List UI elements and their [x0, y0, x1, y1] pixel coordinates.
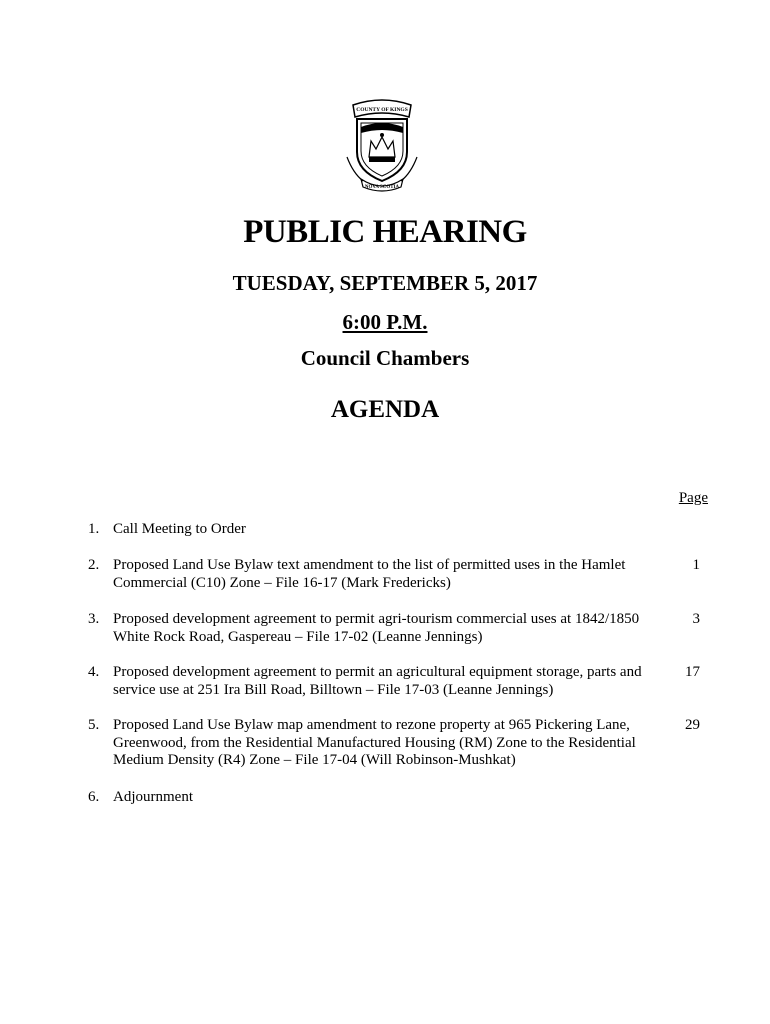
agenda-item-text: Proposed development agreement to permit agri-tourism commercial uses at 1842/1850 White Rock Road, Gaspereau – File 17-02 (Leanne Jennings) [113, 611, 640, 645]
meeting-time: 6:00 P.M. [342, 310, 428, 334]
agenda-item-text: Proposed development agreement to permit an agricultural equipment storage, parts and service use at 251 Ira Bill Road, Billtown – File 17-03 (Leanne Jennings) [113, 664, 642, 698]
page-title: PUBLIC HEARING [243, 214, 527, 250]
agenda-item-page: 3 [692, 611, 700, 627]
agenda-heading: AGENDA [330, 396, 440, 423]
agenda-item-page: 29 [685, 717, 700, 733]
meeting-date: TUESDAY, SEPTEMBER 5, 2017 [232, 271, 538, 295]
svg-text:NOVA SCOTIA: NOVA SCOTIA [364, 185, 400, 190]
agenda-item-number: 6. [88, 789, 100, 805]
agenda-item-text: Call Meeting to Order [113, 521, 246, 537]
agenda-item-number: 5. [88, 717, 100, 733]
agenda-item-text: Adjournment [113, 789, 193, 805]
agenda-item-text: Proposed Land Use Bylaw map amendment to rezone property at 965 Pickering Lane, Greenwood, from the Residential Manufactured Housing (RM) Zone to the Residential Medium Density (R4) Zone – File 17-04 (Will Robinson-Mushkat) [113, 717, 636, 768]
crest-icon [343, 97, 421, 193]
agenda-item-page: 1 [692, 557, 700, 573]
page-column-label: Page [678, 490, 708, 506]
meeting-location: Council Chambers [300, 346, 470, 370]
agenda-item-number: 2. [88, 557, 100, 573]
agenda-item-number: 4. [88, 664, 100, 680]
agenda-item-text: Proposed Land Use Bylaw text amendment to the list of permitted uses in the Hamlet Commercial (C10) Zone – File 16-17 (Mark Fredericks) [113, 557, 626, 591]
county-crest-logo [343, 97, 421, 193]
agenda-item-page: 17 [685, 664, 700, 680]
agenda-item-number: 1. [88, 521, 100, 537]
agenda-item-number: 3. [88, 611, 100, 627]
svg-text:COUNTY OF KINGS: COUNTY OF KINGS [356, 107, 408, 113]
